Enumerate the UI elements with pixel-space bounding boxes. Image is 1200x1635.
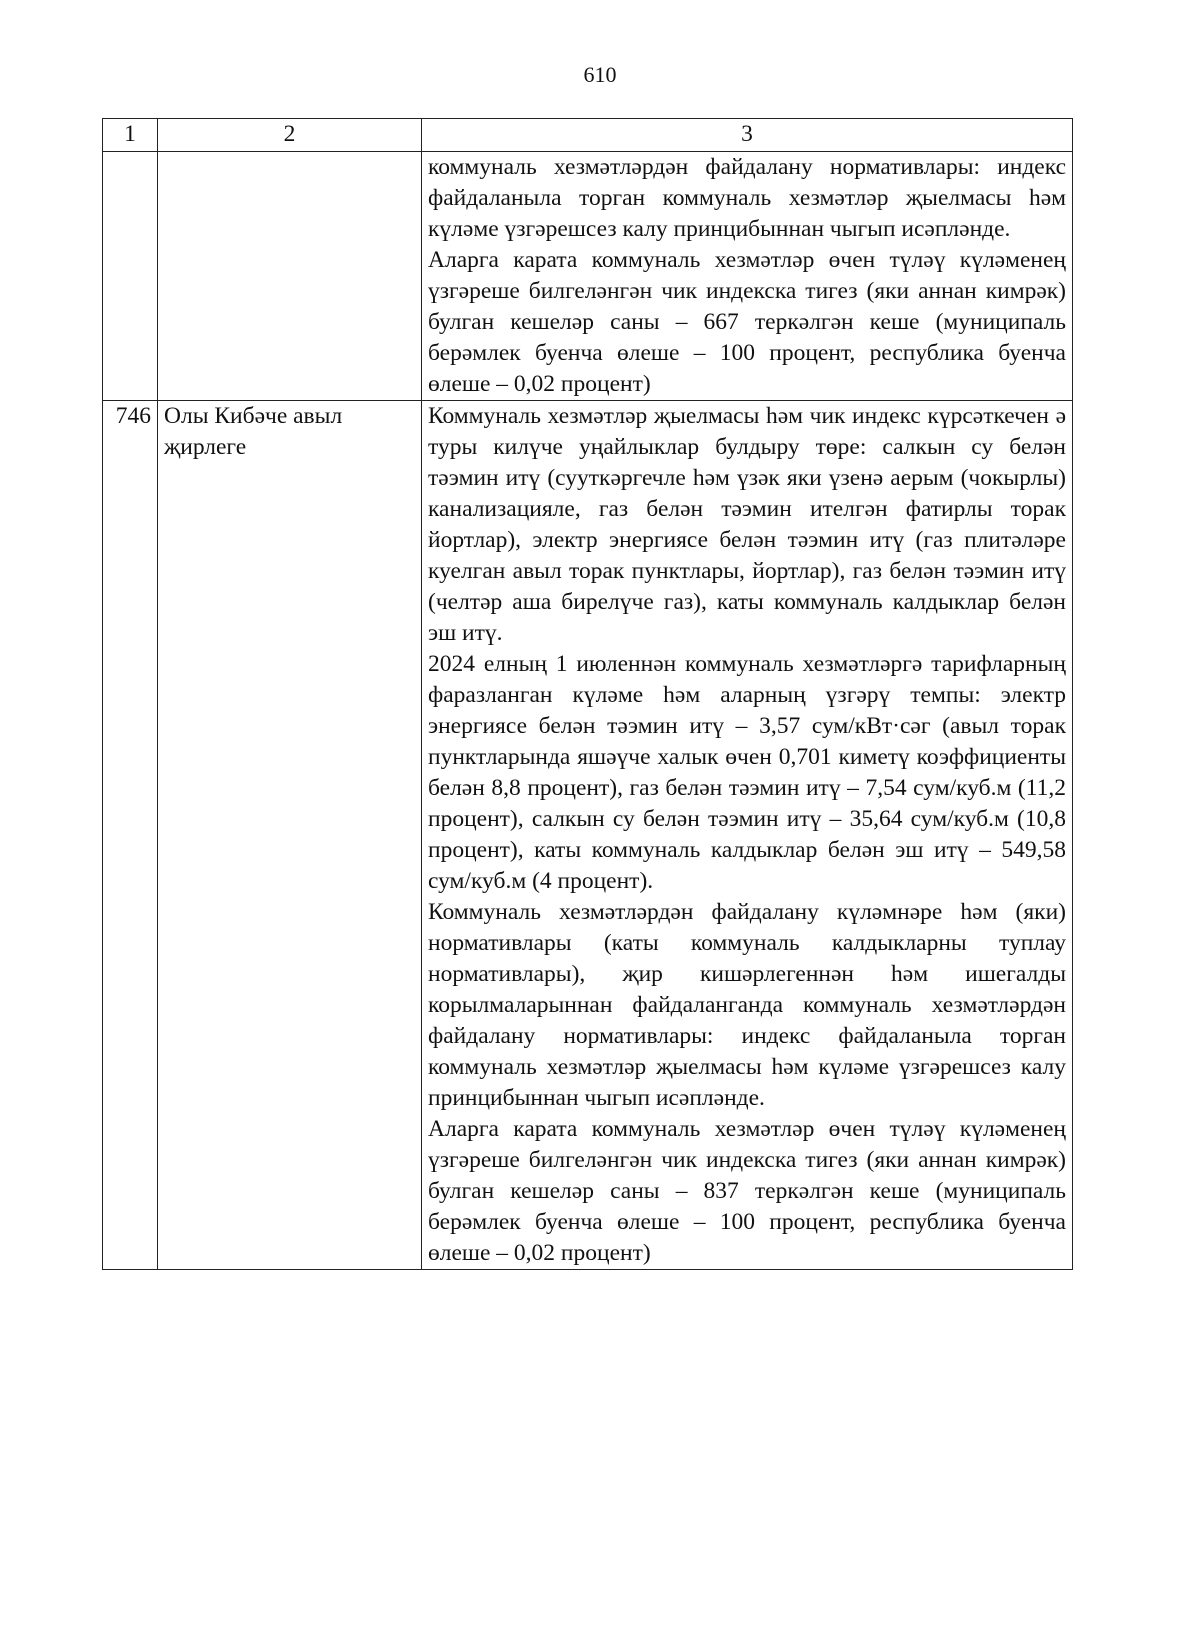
content-paragraph: Аларга карата коммуналь хезмәтләр өчен түләү күләменең үзгәреше билгеләнгән чик индекска тигез (яки аннан кимрәк) булган кешеләр саны – 667 теркәлгән кеше (муниципаль берәмлек буенча өлеше – 100 процент, республика буенча өлеше – 0,02 процент) [428,247,1066,397]
row-number: 746 [103,401,158,1270]
row-content [422,401,1073,1270]
table-row [103,401,1073,1270]
row-content [422,152,1073,401]
column-header-content: 3 [422,119,1073,152]
row-number [103,152,158,401]
page-number: 610 [583,62,617,87]
content-paragraph: коммуналь хезмәтләрдән файдалану нормативлары: индекс файдаланыла торган коммуналь хезмәтләр җыелмасы һәм күләме үзгәрешсез калу принцибыннан чыгып исәпләнде. [428,154,1066,242]
content-paragraph: Коммуналь хезмәтләрдән файдалану күләмнәре һәм (яки) нормативлары (каты коммуналь калдыкларны туплау нормативлары), җир кишәрлегеннән һәм ишегалды корылмаларыннан файдаланганда коммуналь хезмәтләрдән файдалану нормативлары: индекс файдаланыла торган коммуналь хезмәтләр җыелмасы һәм күләме үзгәрешсез калу принцибыннан чыгып исәпләнде. [428,899,1066,1111]
document-table [102,118,1073,1270]
column-header-name: 2 [158,119,422,152]
settlement-name: Олы Кибәче авыл җирлеге [158,401,422,1270]
table-row [103,152,1073,401]
content-paragraph: Коммуналь хезмәтләр җыелмасы һәм чик индекс күрсәткечен ә туры килүче уңайлыклар булдыру төре: салкын су белән тәэмин итү (сууткәргечле һәм үзәк яки үзенә аерым (чокырлы) канализацияле, газ белән тәэмин ителгән фатирлы торак йортлар), электр энергиясе белән тәэмин итү (газ плитәләре куелган авыл торак пунктлары, йортлар), газ белән тәэмин итү (челтәр аша бирелүче газ), каты коммуналь калдыклар белән эш итү. [428,403,1066,646]
content-paragraph: Аларга карата коммуналь хезмәтләр өчен түләү күләменең үзгәреше билгеләнгән чик индекска тигез (яки аннан кимрәк) булган кешеләр саны – 837 теркәлгән кеше (муниципаль берәмлек буенча өлеше – 100 процент, республика буенча өлеше – 0,02 процент) [428,1116,1066,1266]
column-header-number: 1 [103,119,158,152]
settlement-name [158,152,422,401]
content-paragraph: 2024 елның 1 июленнән коммуналь хезмәтләргә тарифларның фаразланган күләме һәм аларның үзгәрү темпы: электр энергиясе белән тәэмин итү – 3,57 сум/кВт·сәг (авыл торак пунктларында яшәүче халык өчен 0,701 киметү коэффициенты белән 8,8 процент), газ белән тәэмин итү – 7,54 сум/куб.м (11,2 процент), салкын су белән тәэмин итү – 35,64 сум/куб.м (10,8 процент), каты коммуналь калдыклар белән эш итү – 549,58 сум/куб.м (4 процент). [428,651,1066,894]
table-header-row [103,119,1073,152]
